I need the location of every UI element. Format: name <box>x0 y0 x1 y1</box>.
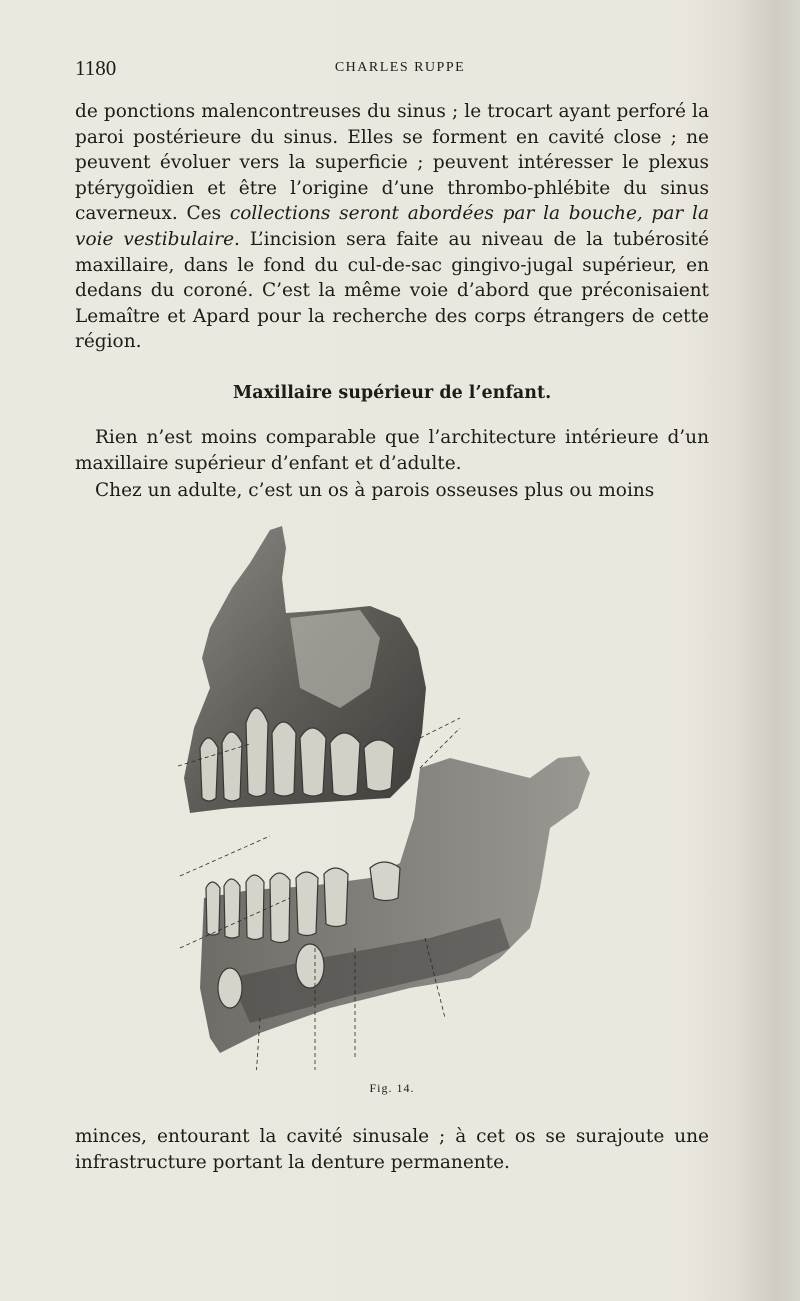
page-number: 1180 <box>75 56 117 80</box>
paragraph-1-italic: collections seront abordées par la bouche, par la voie vestibulaire. <box>75 203 709 250</box>
paragraph-3: Chez un adulte, c’est un os à parois osseuses plus ou moins <box>95 480 655 501</box>
section-title: Maxillaire supérieur de l’enfant. <box>232 383 552 403</box>
paragraph-1-text-a: de ponctions malencontreuses du sinus ; le trocart ayant perforé la paroi postérieure du sinus. Elles se forment en cavité close ; ne peuvent évoluer vers la superficie ; peuvent intéresser le plexus ptérygoïdien et être l’origine d’une thrombo-phlébite du sinus caverneux. Ces <box>75 101 709 225</box>
page-header <box>75 56 725 82</box>
running-head: CHARLES RUPPE <box>334 60 466 75</box>
paragraph-4: minces, entourant la cavité sinusale ; à cet os se surajoute une infrastructure portant la denture permanente. <box>75 1126 709 1173</box>
figure-jaw-illustration <box>170 518 610 1070</box>
figure-caption: Fig. 14. <box>369 1081 415 1095</box>
paragraph-1 <box>75 99 709 355</box>
jaw-illustration-svg <box>170 518 610 1070</box>
paragraph-1-text-b: L’incision sera faite au niveau de la tubérosité maxillaire, dans le fond du cul-de-sac gingivo-jugal supérieur, en dedans du coroné. C’est la même voie d’abord que préconisaient Lemaître et Apard pour la recherche des corps étrangers de cette région. <box>75 228 709 353</box>
paragraph-2: Rien n’est moins comparable que l’architecture intérieure d’un maxillaire supérieur d’enfant et d’adulte. <box>75 427 709 474</box>
